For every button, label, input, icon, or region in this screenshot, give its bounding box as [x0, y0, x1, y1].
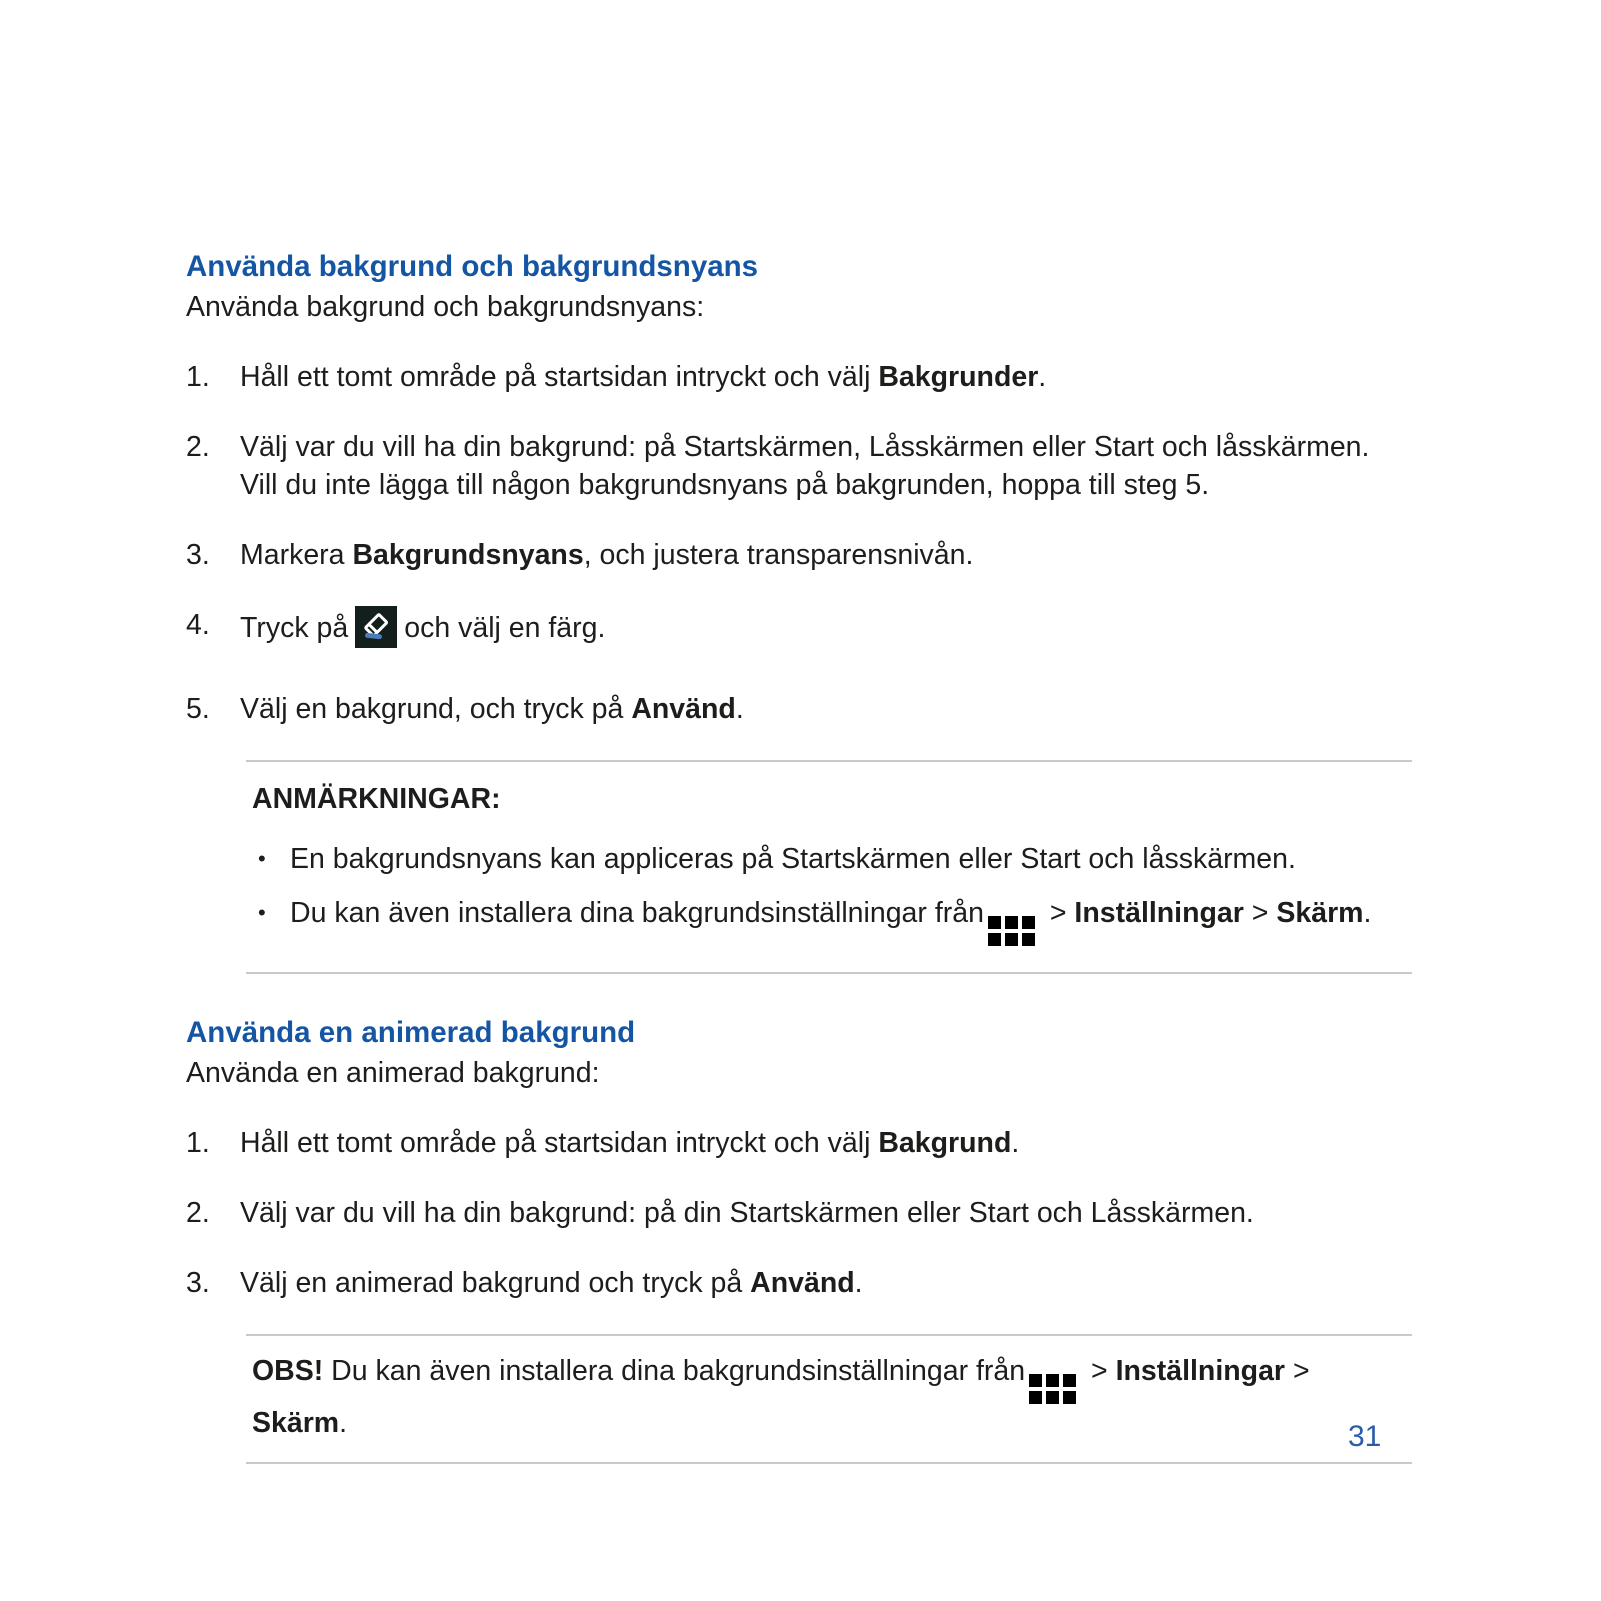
step-text-segment: Tryck på	[240, 612, 349, 644]
all-apps-icon	[1029, 1374, 1076, 1404]
step-text	[240, 690, 1412, 728]
breadcrumb-separator: >	[1243, 897, 1277, 929]
note-text-bold: Skärm	[1276, 897, 1364, 929]
color-brush-icon	[355, 606, 397, 658]
section-spacer	[186, 974, 1412, 1014]
step-number: 3.	[186, 1267, 210, 1299]
note-text-bold: Inställningar	[1115, 1355, 1286, 1387]
list-item	[186, 690, 1412, 728]
note-text-segment: Du kan även installera dina bakgrundsinställningar från	[290, 897, 984, 929]
step-text-bold: Använd	[750, 1267, 855, 1299]
section2-steps	[186, 1124, 1412, 1302]
step-text-segment: .	[1011, 1127, 1020, 1159]
step-number: 1.	[186, 361, 210, 393]
step-text-segment: och välj en färg.	[404, 612, 606, 644]
step-number: 3.	[186, 539, 210, 571]
note-bullet	[252, 840, 1408, 878]
note-text	[290, 894, 1408, 946]
step-text-bold: Bakgrundsnyans	[352, 539, 584, 571]
step-text	[240, 358, 1412, 396]
list-item	[186, 358, 1412, 396]
step-text-segment: .	[1038, 361, 1047, 393]
list-item	[186, 1264, 1412, 1302]
note-text-segment: Du kan även installera dina bakgrundsinställningar från	[323, 1355, 1026, 1387]
step-text-segment: , och justera transparensnivån.	[583, 539, 974, 571]
notes-box	[246, 760, 1412, 974]
list-item	[186, 536, 1412, 574]
step-text-segment: Håll ett tomt område på startsidan intryckt och välj	[240, 361, 879, 393]
step-number: 5.	[186, 693, 210, 725]
step-text: Välj var du vill ha din bakgrund: på Startskärmen, Låsskärmen eller Start och låsskärmen. Vill du inte lägga till någon bakgrundsnyans på bakgrunden, hoppa till steg 5.	[240, 431, 1370, 501]
list-item	[186, 1124, 1412, 1162]
note-text-segment: .	[339, 1407, 348, 1439]
step-text	[240, 1124, 1412, 1162]
step-text-bold: Bakgrund	[878, 1127, 1012, 1159]
obs-label: OBS!	[252, 1355, 324, 1387]
manual-page-content	[186, 248, 1412, 1464]
note-text-segment: .	[1363, 897, 1372, 929]
list-item	[186, 428, 1412, 504]
all-apps-icon	[988, 916, 1035, 946]
step-text	[240, 1264, 1412, 1302]
note-text-bold: Inställningar	[1074, 897, 1244, 929]
step-text-segment: .	[854, 1267, 863, 1299]
step-text-bold: Bakgrunder	[878, 361, 1039, 393]
breadcrumb-separator: >	[1041, 897, 1075, 929]
step-text	[240, 536, 1412, 574]
step-number: 2.	[186, 1197, 210, 1229]
step-text-segment: Markera	[240, 539, 353, 571]
section1-title: Använda bakgrund och bakgrundsnyans	[186, 250, 759, 283]
breadcrumb-separator: >	[1083, 1355, 1116, 1387]
step-text	[240, 606, 1412, 658]
obs-note-box	[246, 1334, 1412, 1464]
list-item	[186, 1194, 1412, 1232]
step-text-segment: .	[735, 693, 744, 725]
step-number: 2.	[186, 431, 210, 463]
notes-title: ANMÄRKNINGAR:	[252, 783, 501, 815]
bullet-icon: •	[258, 846, 266, 871]
step-text: Välj var du vill ha din bakgrund: på din Startskärmen eller Start och Låsskärmen.	[240, 1197, 1254, 1229]
step-text-segment: Håll ett tomt område på startsidan intryckt och välj	[240, 1127, 879, 1159]
step-text-bold: Använd	[631, 693, 736, 725]
bullet-icon: •	[258, 900, 266, 925]
step-number: 4.	[186, 609, 210, 641]
breadcrumb-separator: >	[1285, 1355, 1310, 1387]
section1-subtitle: Använda bakgrund och bakgrundsnyans:	[186, 291, 705, 323]
section2-title: Använda en animerad bakgrund	[186, 1016, 636, 1049]
step-number: 1.	[186, 1127, 210, 1159]
page-number: 31	[1348, 1420, 1382, 1453]
list-item	[186, 606, 1412, 658]
note-text-bold: Skärm	[252, 1407, 340, 1439]
note-bullet	[252, 894, 1408, 946]
step-text-segment: Välj en bakgrund, och tryck på	[240, 693, 632, 725]
step-text-segment: Välj en animerad bakgrund och tryck på	[240, 1267, 751, 1299]
note-text: En bakgrundsnyans kan appliceras på Startskärmen eller Start och låsskärmen.	[290, 843, 1296, 875]
section1-steps	[186, 358, 1412, 728]
section2-subtitle: Använda en animerad bakgrund:	[186, 1057, 600, 1089]
